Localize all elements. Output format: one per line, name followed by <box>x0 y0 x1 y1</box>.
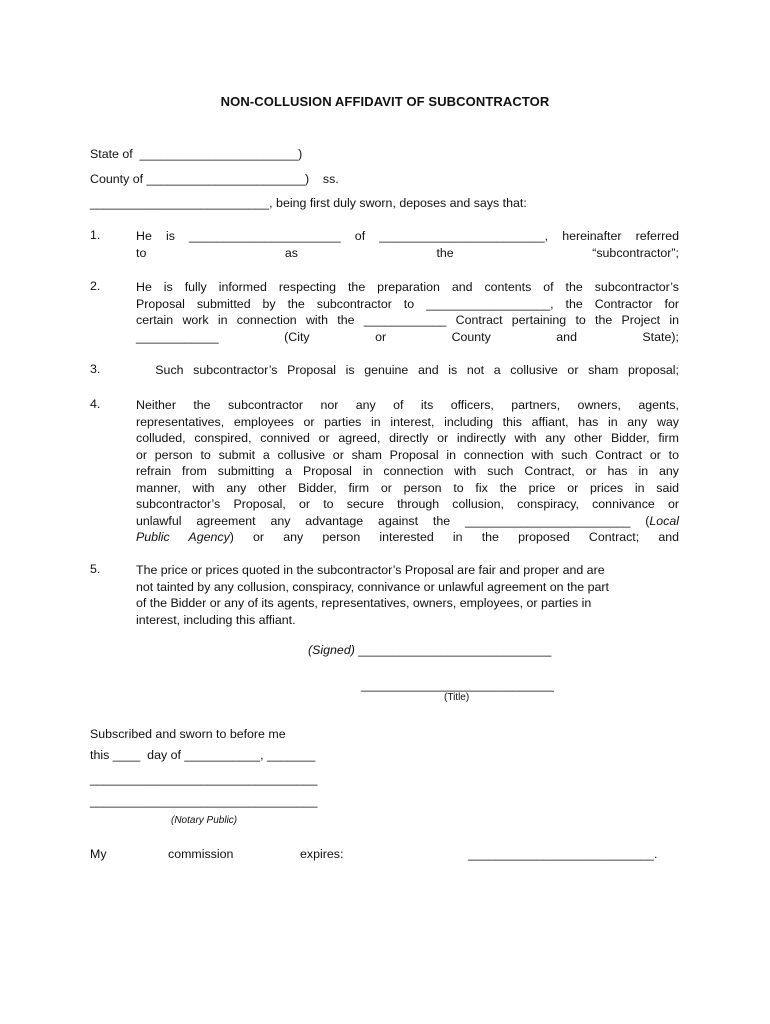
item-number-1: 1. <box>90 228 101 242</box>
item-4-line: manner, with any other Bidder, firm or person to fix the price or prices in said <box>136 480 679 495</box>
subscribed-text: Subscribed and sworn to before me <box>90 727 286 741</box>
commission-my: My <box>90 847 107 861</box>
item-4-line-8 <box>136 513 679 530</box>
item-4-line: subcontractor’s Proposal, or to secure through collusion, conspiracy, connivance or <box>136 497 679 511</box>
item-number-3: 3. <box>90 362 101 376</box>
item-2-word: ____________ <box>136 329 219 344</box>
signed-line <box>308 643 551 657</box>
item-4-line-9 <box>136 529 679 546</box>
item-2-line: Proposal submitted by the subcontractor to __________________, the Contractor for <box>136 296 679 311</box>
signed-label: (Signed) <box>308 643 355 657</box>
item-2-word: (City <box>284 329 310 344</box>
item-5-line: The price or prices quoted in the subcontractor’s Proposal are fair and proper and are <box>136 563 605 577</box>
item-4-line-9-text: ) or any person interested in the proposed Contract; and <box>229 530 679 544</box>
item-2-word: or <box>375 329 387 344</box>
item-5-text <box>136 562 679 628</box>
commission-word: commission <box>168 847 234 861</box>
item-1-line-2 <box>136 245 679 262</box>
item-4-line: representatives, employees or parties in interest, including this affiant, has in any way <box>136 414 679 429</box>
item-5-line: not tainted by any collusion, conspiracy, connivance or unlawful agreement on the part <box>136 579 609 594</box>
title-blank: ____________________________ <box>361 678 554 692</box>
item-5-line: of the Bidder or any of its agents, representatives, owners, employees, or parties in <box>136 596 592 610</box>
item-2-line: certain work in connection with the ____________ Contract pertaining to the Project in <box>136 313 679 327</box>
item-2-line: He is fully informed respecting the preparation and contents of the subcontractor’s <box>136 280 679 294</box>
item-1-word: as <box>284 245 298 260</box>
item-2-line-4 <box>136 329 679 346</box>
document-title: NON-COLLUSION AFFIDAVIT OF SUBCONTRACTOR <box>220 94 550 109</box>
item-1-line-1: He is ______________________ of ________________________, hereinafter referred <box>136 229 679 243</box>
commission-expires: expires: <box>300 847 344 861</box>
item-number-5: 5. <box>90 562 101 576</box>
item-2-word: and <box>556 329 577 344</box>
public-agency-italic: Public Agency <box>136 530 230 544</box>
item-4-text <box>136 397 679 546</box>
item-number-4: 4. <box>90 397 101 411</box>
item-1-word: to <box>136 245 147 260</box>
item-4-line: Neither the subcontractor nor any of its officers, partners, owners, agents, <box>136 398 679 412</box>
item-3-text: Such subcontractor’s Proposal is genuine and is not a collusive or sham proposal; <box>136 363 679 377</box>
item-4-line: colluded, conspired, connived or agreed, directly or indirectly with any other Bidder, firm <box>136 431 679 445</box>
item-1-text <box>136 228 679 261</box>
commission-blank: ___________________________. <box>468 847 658 861</box>
item-1-word: “subcontractor”; <box>592 245 679 260</box>
state-line: State of _______________________) <box>90 147 303 161</box>
item-number-2: 2. <box>90 279 101 293</box>
item-4-line-8-text: unlawful agreement any advantage against the ________________________ ( <box>136 513 650 528</box>
county-line: County of _______________________) ss. <box>90 172 339 186</box>
item-4-line: or person to submit a collusive or sham Proposal in connection with such Contract or to <box>136 447 679 462</box>
affiant-line: __________________________, being first duly sworn, deposes and says that: <box>90 196 527 210</box>
item-2-word: State); <box>642 329 679 344</box>
notary-label: (Notary Public) <box>171 815 238 826</box>
item-1-word: the <box>436 245 454 260</box>
title-label: (Title) <box>444 692 470 703</box>
date-line: this ____ day of ___________, _______ <box>90 748 316 762</box>
local-agency-italic: Local <box>649 513 679 528</box>
item-2-word: County <box>451 329 491 344</box>
signed-blank: ____________________________ <box>354 643 552 657</box>
item-4-line: refrain from submitting a Proposal in connection with such Contract, or has in any <box>136 464 679 478</box>
item-2-text <box>136 279 679 345</box>
item-5-last-line: interest, including this affiant. <box>136 612 296 627</box>
notary-blank-2: _________________________________ <box>90 794 318 808</box>
notary-blank-1: _________________________________ <box>90 772 318 786</box>
